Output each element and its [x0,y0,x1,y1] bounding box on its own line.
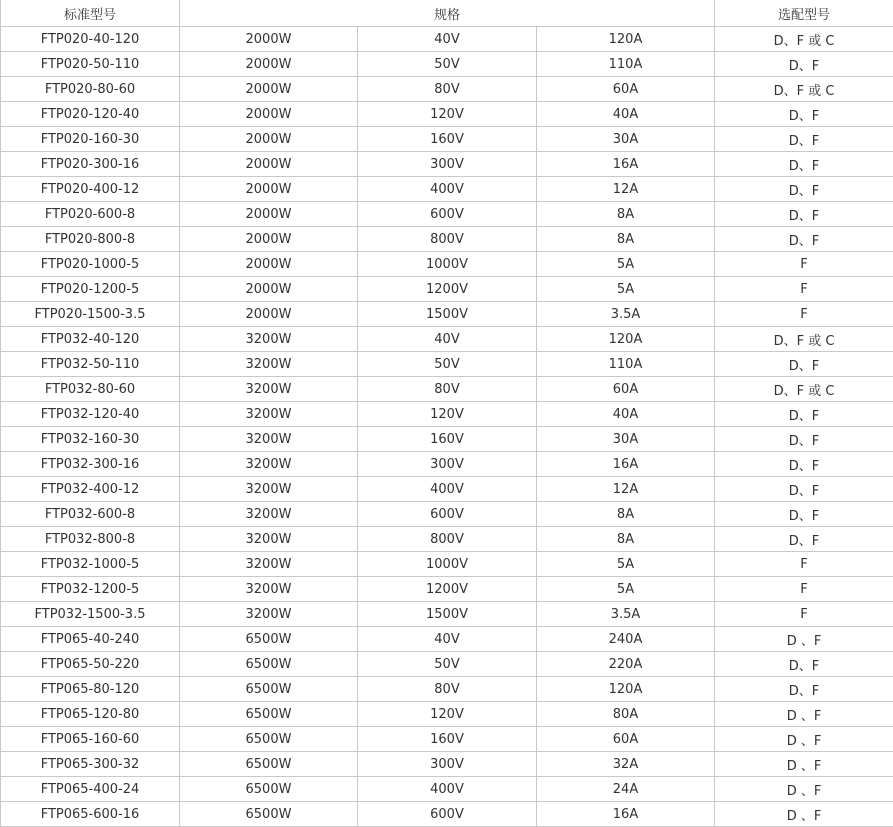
table-row [1,677,893,702]
table-row [1,727,893,752]
voltage-cell: 300V [358,452,537,477]
voltage-cell: 50V [358,652,537,677]
current-cell: 120A [537,677,715,702]
option-cell: D、F [715,502,893,527]
power-cell: 6500W [180,777,358,802]
current-cell: 16A [537,152,715,177]
header-spec: 规格 [180,0,715,27]
voltage-cell: 1000V [358,252,537,277]
current-cell: 32A [537,752,715,777]
table-row [1,327,893,352]
voltage-cell: 400V [358,477,537,502]
power-cell: 3200W [180,452,358,477]
voltage-cell: 50V [358,352,537,377]
power-cell: 6500W [180,802,358,827]
table-row [1,477,893,502]
current-cell: 30A [537,427,715,452]
model-cell: FTP065-160-60 [1,727,180,752]
option-cell: F [715,577,893,602]
table-row [1,802,893,827]
power-cell: 6500W [180,727,358,752]
option-cell: D、F [715,527,893,552]
voltage-cell: 400V [358,177,537,202]
model-cell: FTP065-600-16 [1,802,180,827]
current-cell: 60A [537,377,715,402]
current-cell: 8A [537,527,715,552]
table-row [1,402,893,427]
option-cell: D 、F [715,777,893,802]
table-row [1,502,893,527]
current-cell: 8A [537,227,715,252]
option-cell: D 、F [715,702,893,727]
option-cell: D、F [715,152,893,177]
table-row [1,627,893,652]
table-row [1,202,893,227]
voltage-cell: 40V [358,27,537,52]
option-cell: D、F [715,127,893,152]
table-row [1,552,893,577]
power-cell: 3200W [180,577,358,602]
voltage-cell: 1500V [358,602,537,627]
current-cell: 5A [537,277,715,302]
model-cell: FTP020-1000-5 [1,252,180,277]
table-row [1,302,893,327]
voltage-cell: 1200V [358,577,537,602]
power-cell: 6500W [180,677,358,702]
table-row [1,177,893,202]
table-row [1,577,893,602]
current-cell: 16A [537,802,715,827]
voltage-cell: 80V [358,677,537,702]
current-cell: 3.5A [537,302,715,327]
model-cell: FTP020-1200-5 [1,277,180,302]
current-cell: 60A [537,77,715,102]
table-row [1,527,893,552]
current-cell: 110A [537,52,715,77]
voltage-cell: 300V [358,152,537,177]
table-row [1,427,893,452]
header-standard-model: 标准型号 [1,0,180,27]
option-cell: D、F [715,352,893,377]
current-cell: 3.5A [537,602,715,627]
option-cell: F [715,252,893,277]
current-cell: 40A [537,102,715,127]
table-row [1,227,893,252]
option-cell: D、F [715,652,893,677]
voltage-cell: 1000V [358,552,537,577]
option-cell: D 、F [715,802,893,827]
power-cell: 2000W [180,27,358,52]
table-row [1,127,893,152]
header-optional-model: 选配型号 [715,0,893,27]
power-cell: 2000W [180,177,358,202]
current-cell: 12A [537,177,715,202]
power-cell: 2000W [180,52,358,77]
table-row [1,352,893,377]
model-cell: FTP032-50-110 [1,352,180,377]
table-row [1,52,893,77]
option-cell: D、F [715,102,893,127]
voltage-cell: 800V [358,527,537,552]
power-cell: 3200W [180,427,358,452]
option-cell: D 、F [715,627,893,652]
power-cell: 2000W [180,302,358,327]
model-cell: FTP032-1500-3.5 [1,602,180,627]
model-cell: FTP032-160-30 [1,427,180,452]
option-cell: D、F 或 C [715,77,893,102]
option-cell: D、F 或 C [715,327,893,352]
current-cell: 16A [537,452,715,477]
option-cell: D、F 或 C [715,27,893,52]
option-cell: D、F 或 C [715,377,893,402]
power-cell: 2000W [180,152,358,177]
current-cell: 240A [537,627,715,652]
power-cell: 3200W [180,527,358,552]
model-cell: FTP032-1200-5 [1,577,180,602]
voltage-cell: 800V [358,227,537,252]
model-cell: FTP020-1500-3.5 [1,302,180,327]
voltage-cell: 160V [358,427,537,452]
power-cell: 3200W [180,552,358,577]
current-cell: 60A [537,727,715,752]
model-cell: FTP032-80-60 [1,377,180,402]
voltage-cell: 80V [358,377,537,402]
power-cell: 3200W [180,402,358,427]
voltage-cell: 50V [358,52,537,77]
option-cell: D、F [715,452,893,477]
current-cell: 40A [537,402,715,427]
table-row [1,777,893,802]
option-cell: D 、F [715,752,893,777]
power-cell: 6500W [180,752,358,777]
current-cell: 120A [537,27,715,52]
header-row [1,0,893,27]
table-row [1,702,893,727]
table-row [1,27,893,52]
power-cell: 2000W [180,77,358,102]
option-cell: D、F [715,177,893,202]
power-cell: 3200W [180,327,358,352]
voltage-cell: 120V [358,402,537,427]
current-cell: 120A [537,327,715,352]
model-cell: FTP032-400-12 [1,477,180,502]
voltage-cell: 80V [358,77,537,102]
model-cell: FTP020-120-40 [1,102,180,127]
option-cell: D、F [715,477,893,502]
option-cell: D、F [715,52,893,77]
voltage-cell: 40V [358,327,537,352]
voltage-cell: 120V [358,102,537,127]
power-cell: 3200W [180,502,358,527]
table-row [1,152,893,177]
option-cell: F [715,602,893,627]
option-cell: F [715,277,893,302]
voltage-cell: 300V [358,752,537,777]
option-cell: F [715,552,893,577]
current-cell: 8A [537,202,715,227]
model-cell: FTP032-1000-5 [1,552,180,577]
current-cell: 5A [537,552,715,577]
current-cell: 220A [537,652,715,677]
current-cell: 5A [537,252,715,277]
model-cell: FTP032-300-16 [1,452,180,477]
table-row [1,652,893,677]
model-cell: FTP020-800-8 [1,227,180,252]
voltage-cell: 160V [358,127,537,152]
current-cell: 5A [537,577,715,602]
current-cell: 80A [537,702,715,727]
voltage-cell: 160V [358,727,537,752]
option-cell: F [715,302,893,327]
option-cell: D、F [715,202,893,227]
power-cell: 6500W [180,652,358,677]
power-cell: 6500W [180,627,358,652]
power-cell: 2000W [180,252,358,277]
power-cell: 2000W [180,127,358,152]
table-row [1,252,893,277]
option-cell: D、F [715,677,893,702]
table-body [1,27,893,827]
current-cell: 12A [537,477,715,502]
model-cell: FTP020-400-12 [1,177,180,202]
power-cell: 3200W [180,602,358,627]
model-cell: FTP020-80-60 [1,77,180,102]
table-row [1,102,893,127]
power-cell: 2000W [180,202,358,227]
model-cell: FTP065-300-32 [1,752,180,777]
option-cell: D 、F [715,727,893,752]
model-cell: FTP020-300-16 [1,152,180,177]
model-cell: FTP020-600-8 [1,202,180,227]
table-row [1,752,893,777]
model-cell: FTP032-600-8 [1,502,180,527]
power-cell: 2000W [180,277,358,302]
model-cell: FTP032-120-40 [1,402,180,427]
model-cell: FTP065-400-24 [1,777,180,802]
model-cell: FTP032-40-120 [1,327,180,352]
model-cell: FTP065-50-220 [1,652,180,677]
model-cell: FTP065-80-120 [1,677,180,702]
table-row [1,452,893,477]
table-row [1,377,893,402]
model-cell: FTP032-800-8 [1,527,180,552]
model-cell: FTP020-50-110 [1,52,180,77]
option-cell: D、F [715,402,893,427]
option-cell: D、F [715,227,893,252]
table-row [1,77,893,102]
model-cell: FTP020-160-30 [1,127,180,152]
current-cell: 110A [537,352,715,377]
voltage-cell: 1500V [358,302,537,327]
voltage-cell: 600V [358,802,537,827]
voltage-cell: 600V [358,502,537,527]
power-cell: 2000W [180,102,358,127]
voltage-cell: 400V [358,777,537,802]
voltage-cell: 600V [358,202,537,227]
current-cell: 8A [537,502,715,527]
model-cell: FTP065-40-240 [1,627,180,652]
voltage-cell: 1200V [358,277,537,302]
current-cell: 30A [537,127,715,152]
power-cell: 3200W [180,377,358,402]
voltage-cell: 40V [358,627,537,652]
power-cell: 2000W [180,227,358,252]
current-cell: 24A [537,777,715,802]
model-cell: FTP065-120-80 [1,702,180,727]
power-cell: 3200W [180,477,358,502]
table-row [1,602,893,627]
power-cell: 3200W [180,352,358,377]
voltage-cell: 120V [358,702,537,727]
option-cell: D、F [715,427,893,452]
power-cell: 6500W [180,702,358,727]
table-row [1,277,893,302]
model-cell: FTP020-40-120 [1,27,180,52]
